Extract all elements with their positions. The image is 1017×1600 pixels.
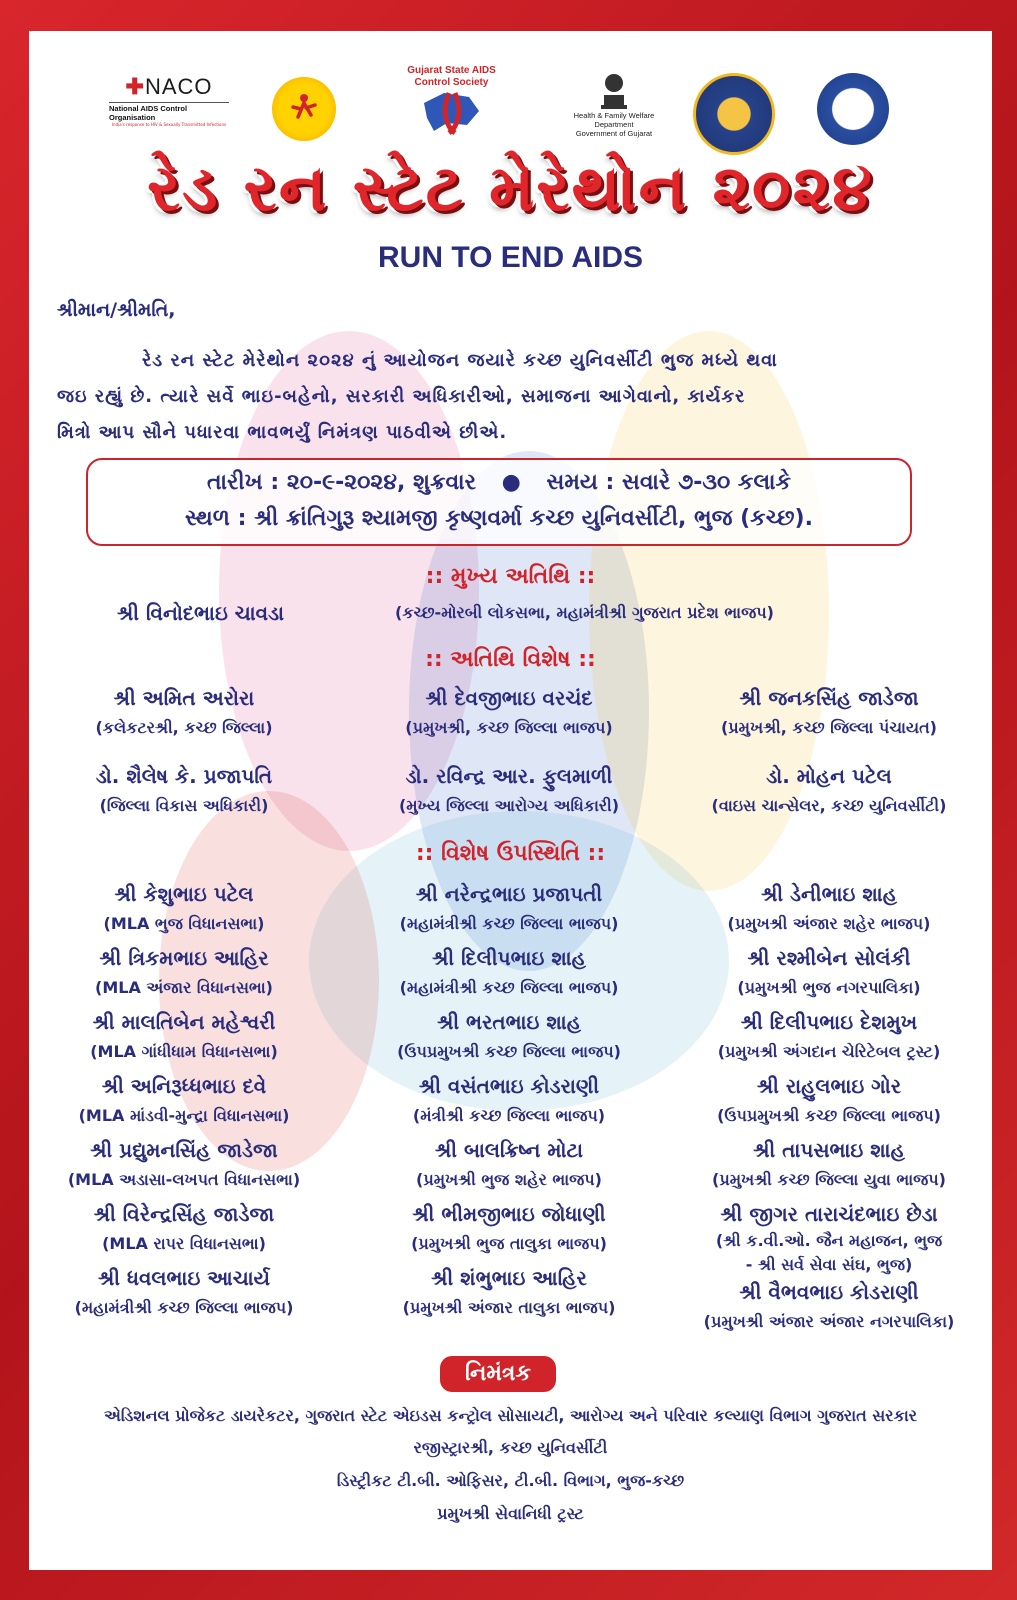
- intro-line-2: જઇ રહ્યું છે. ત્યારે સર્વે ભાઇ-બહેનો, સરકારી અધિકારીઓ, સમાજના આગેવાનો, કાર્યકર: [57, 386, 746, 407]
- intro-paragraph: [57, 343, 967, 451]
- presence-name: શ્રી નરેન્દ્રભાઇ પ્રજાપતી: [415, 882, 603, 906]
- naco-tagline: India's response to HIV & Sexually Transmitted Infections: [111, 122, 227, 127]
- presence-name: શ્રી જીગર તારાચંદભાઇ છેડા: [720, 1202, 938, 1226]
- presence-desc: (પ્રમુખશ્રી કચ્છ જિલ્લા યુવા ભાજપ): [712, 1170, 946, 1189]
- presence-desc: (પ્રમુખશ્રી અંજાર શહેર ભાજપ): [727, 914, 931, 933]
- special-guest: [349, 761, 669, 821]
- chief-guest-desc: (કચ્છ-મોરબી લોકસભા, મહામંત્રીશ્રી ગુજરાત પ્રદેશ ભાજપ): [395, 603, 774, 622]
- presence-desc: (MLA અડાસા-લખપત વિધાનસભા): [67, 1170, 301, 1189]
- presence-desc: (મહામંત્રીશ્રી કચ્છ જિલ્લા ભાજપ): [399, 978, 619, 997]
- presence-desc: (પ્રમુખશ્રી અંગદાન ચેરિટેબલ ટ્રસ્ટ): [717, 1042, 941, 1061]
- presence-name: શ્રી પ્રદ્યુમનસિંહ જાડેજા: [90, 1138, 278, 1162]
- presence-name: શ્રી ડેનીભાઇ શાહ: [761, 882, 897, 906]
- special-guest: [29, 761, 339, 821]
- naco-logo: [109, 74, 229, 127]
- chief-guest-heading: :: મુખ્ય અતિથિ ::: [425, 564, 596, 589]
- presence-name: શ્રી દિલીપભાઇ દેશમુખ: [740, 1010, 918, 1034]
- ashoka-emblem-icon: [599, 67, 629, 111]
- kutch-university-seal-icon: [693, 73, 775, 155]
- special-guest: [669, 761, 989, 821]
- presence-name: શ્રી વસંતભાઇ કોડરાણી: [418, 1074, 600, 1098]
- special-presence-heading: :: વિશેષ ઉપસ્થિતિ ::: [415, 841, 606, 866]
- guest-desc: (મુખ્ય જિલ્લા આરોગ્ય અધિકારી): [398, 796, 620, 815]
- special-guest: [29, 683, 339, 743]
- presence-name: શ્રી દિલીપભાઇ શાહ: [432, 946, 586, 970]
- intro-line-1: રેડ રન સ્ટેટ મેરેથોન ૨૦૨૪ નું આયોજન જયારે કચ્છ યુનિવર્સીટી ભુજ મધ્યે થવા: [142, 350, 778, 371]
- red-ribbon-runner-icon: [272, 77, 336, 141]
- special-guests-heading: :: અતિથિ વિશેષ ::: [425, 647, 596, 672]
- guest-name: ડો. રવિન્દ્ર આર. ફુલમાળી: [405, 764, 613, 788]
- guest-desc: (પ્રમુખશ્રી, કચ્છ જિલ્લા ભાજપ): [405, 718, 613, 737]
- presence-column-1: [29, 879, 339, 1323]
- presence-name: શ્રી વૈભવભાઇ કોડરાણી: [739, 1280, 919, 1304]
- inviter-line: પ્રમુખશ્રી સેવાનિધી ટ્રસ્ટ: [437, 1504, 584, 1523]
- special-guest: [349, 683, 669, 743]
- event-tagline: RUN TO END AIDS: [377, 241, 644, 274]
- presence-desc: (પ્રમુખશ્રી અંજાર અંજાર નગરપાલિકા): [703, 1312, 955, 1331]
- bullet-separator: ●: [501, 470, 521, 495]
- guest-desc: (જિલ્લા વિકાસ અધિકારી): [99, 796, 269, 815]
- inviter-badge: નિમંત્રક: [440, 1356, 556, 1392]
- presence-desc: (MLA ગાંધીધામ વિધાનસભા): [90, 1042, 278, 1061]
- presence-desc: (પ્રમુખશ્રી ભુજ તાલુકા ભાજપ): [411, 1234, 607, 1253]
- guest-desc: (કલેકટરશ્રી, કચ્છ જિલ્લા): [95, 718, 273, 737]
- presence-column-2: [349, 879, 669, 1323]
- guest-desc: (પ્રમુખશ્રી, કચ્છ જિલ્લા પંચાયત): [720, 718, 937, 737]
- presence-name: શ્રી કેશુભાઇ પટેલ: [114, 882, 254, 906]
- invitation-sheet: [29, 31, 992, 1570]
- inviter-line: ડિસ્ટ્રીકટ ટી.બી. ઓફિસર, ટી.બી. વિભાગ, ભુજ-કચ્છ: [336, 1471, 685, 1490]
- presence-desc: (ઉપપ્રમુખશ્રી કચ્છ જિલ્લા ભાજપ): [397, 1042, 621, 1061]
- event-details-box: [86, 458, 912, 546]
- inviter-line: એડિશનલ પ્રોજેકટ ડાયરેકટર, ગુજરાત સ્ટેટ એઇડસ કન્ટ્રોલ સોસાયટી, આરોગ્ય અને પરિવાર કલ્યાણ વિભાગ ગુજરાત સરકાર: [103, 1406, 918, 1425]
- health-dept-logo: [554, 67, 674, 138]
- presence-name: શ્રી રશ્મીબેન સોલંકી: [747, 946, 911, 970]
- guest-name: શ્રી અમિત અરોરા: [113, 686, 255, 710]
- event-time: સમય : સવારે ૭-૩૦ કલાકે: [546, 470, 792, 495]
- presence-desc: (મંત્રીશ્રી કચ્છ જિલ્લા ભાજપ): [412, 1106, 606, 1125]
- presence-desc: (પ્રમુખશ્રી ભુજ શહેર ભાજપ): [416, 1170, 602, 1189]
- presence-name: શ્રી તાપસભાઇ શાહ: [753, 1138, 905, 1162]
- presence-name: શ્રી ભીમજીભાઇ જોધાણી: [412, 1202, 606, 1226]
- presence-desc: - શ્રી સર્વ સેવા સંઘ, ભુજ): [745, 1255, 913, 1274]
- gsacs-logo: [389, 63, 514, 153]
- presence-name: શ્રી ત્રિકમભાઇ આહિર: [99, 946, 269, 970]
- guest-name: શ્રી દેવજીભાઇ વરચંદ: [425, 686, 593, 710]
- presence-name: શ્રી અનિરૂધ્ધભાઇ દવે: [101, 1074, 267, 1098]
- presence-name: શ્રી બાલક્રિષ્ન મોટા: [434, 1138, 584, 1162]
- special-guest: [669, 683, 989, 743]
- guest-name: ડો. શૈલેષ કે. પ્રજાપતિ: [95, 764, 273, 788]
- presence-desc: (MLA માંડવી-મુન્દ્રા વિધાનસભા): [78, 1106, 290, 1125]
- presence-desc: (MLA ભુજ વિધાનસભા): [103, 914, 265, 933]
- presence-desc: (મહામંત્રીશ્રી કચ્છ જિલ્લા ભાજપ): [74, 1298, 294, 1317]
- presence-name: શ્રી ધવલભાઇ આચાર્ય: [97, 1266, 270, 1290]
- presence-name: શ્રી વિરેન્દ્રસિંહ જાડેજા: [93, 1202, 275, 1226]
- presence-name: શ્રી શંભુભાઇ આહિર: [431, 1266, 587, 1290]
- event-title: રેડ રન સ્ટેટ મેરેથોન ૨૦૨૪: [147, 151, 874, 226]
- presence-desc: (શ્રી ક.વી.ઓ. જૈન મહાજન, ભુજ: [715, 1231, 943, 1250]
- presence-column-3: [669, 879, 989, 1337]
- health-dept-line1: Health & Family Welfare Department: [573, 111, 655, 129]
- sevanidhi-trust-seal-icon: [817, 73, 889, 145]
- intro-line-3: મિત્રો આપ સૌને પધારવા ભાવભર્યું નિમંત્રણ પાઠવીએ છીએ.: [57, 422, 508, 443]
- event-venue: સ્થળ : શ્રી ક્રાંતિગુરૂ શ્યામજી કૃષ્ણવર્મા કચ્છ યુનિવર્સીટી, ભુજ (કચ્છ).: [185, 506, 813, 531]
- greeting: શ્રીમાન/શ્રીમતિ,: [57, 299, 176, 321]
- guest-name: શ્રી જનકસિંહ જાડેજા: [739, 686, 919, 710]
- naco-name: NACO: [144, 74, 213, 99]
- presence-name: શ્રી ભરતભાઇ શાહ: [437, 1010, 581, 1034]
- presence-name: શ્રી માલતિબેન મહેશ્વરી: [92, 1010, 276, 1034]
- presence-desc: (પ્રમુખશ્રી ભુજ નગરપાલિકા): [737, 978, 921, 997]
- presence-desc: (MLA રાપર વિધાનસભા): [102, 1234, 266, 1253]
- inviter-line: રજીસ્ટ્રારશ્રી, કચ્છ યુનિવર્સીટી: [413, 1438, 608, 1457]
- presence-desc: (ઉપપ્રમુખશ્રી કચ્છ જિલ્લા ભાજપ): [717, 1106, 941, 1125]
- presence-name: શ્રી રાહુલભાઇ ગોર: [756, 1074, 902, 1098]
- event-date: તારીખ : ૨૦-૯-૨૦૨૪, શુક્રવાર: [206, 470, 476, 495]
- presence-desc: (પ્રમુખશ્રી અંજાર તાલુકા ભાજપ): [402, 1298, 616, 1317]
- guest-desc: (વાઇસ ચાન્સેલર, કચ્છ યુનિવર્સીટી): [711, 796, 947, 815]
- health-dept-line2: Government of Gujarat: [575, 129, 653, 138]
- chief-guest-name: શ્રી વિનોદભાઇ ચાવડા: [117, 601, 285, 625]
- naco-ribbon-icon: ✚: [125, 74, 145, 99]
- presence-desc: (મહામંત્રીશ્રી કચ્છ જિલ્લા ભાજપ): [399, 914, 619, 933]
- naco-full-name: National AIDS Control Organisation: [109, 102, 229, 122]
- presence-desc: (MLA અંજાર વિધાનસભા): [95, 978, 273, 997]
- gsacs-name: Gujarat State AIDS Control Society: [407, 65, 496, 88]
- logo-bar: [29, 49, 992, 159]
- guest-name: ડો. મોહન પટેલ: [766, 764, 892, 788]
